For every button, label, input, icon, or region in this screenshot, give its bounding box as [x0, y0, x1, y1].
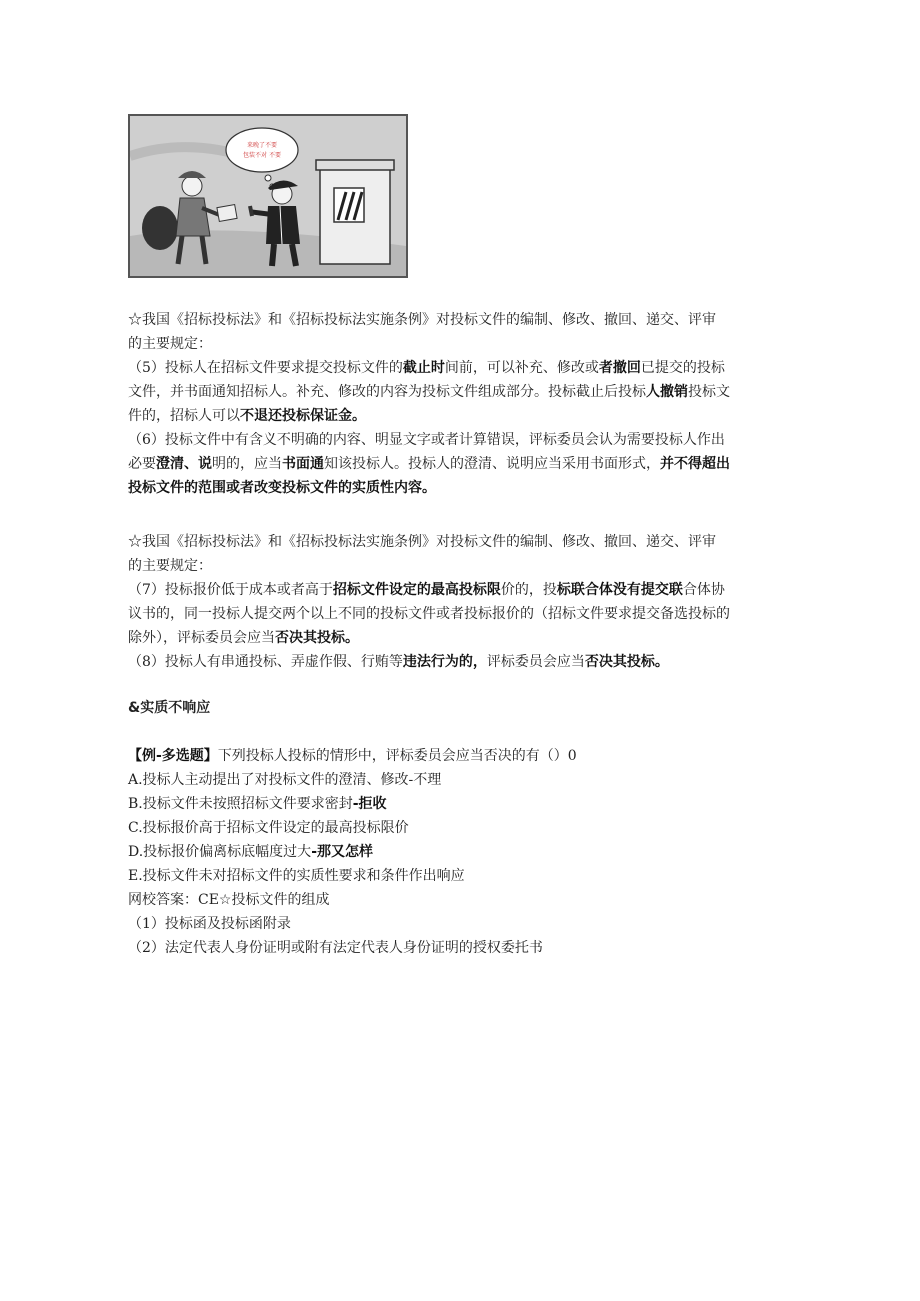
intro-line [128, 530, 788, 554]
rule-text: 必要 [128, 456, 156, 472]
rule-6-line [128, 476, 788, 500]
rule-5-line [128, 356, 788, 380]
option-text: B.投标文件未按照招标文件要求密封 [128, 796, 353, 812]
rule-bold-text: 人撤销 [646, 384, 688, 400]
rule-7-line [128, 602, 788, 626]
option-text: D.投标报价偏离标底幅度过大 [128, 844, 312, 860]
rule-bold-text: 否决其投标。 [275, 630, 359, 646]
section-heading [128, 696, 788, 720]
rule-7-line [128, 626, 788, 650]
rule-text: 议书的，同一投标人提交两个以上不同的投标文件或者投标报价的（招标文件要求提交备选投标的 [128, 606, 730, 622]
example-question [128, 744, 788, 960]
composition-item-2: （2）法定代表人身份证明或附有法定代表人身份证明的授权委托书 [128, 940, 543, 956]
rule-bold-text: 书面通 [282, 456, 324, 472]
intro-text: ☆我国《招标投标法》和《招标投标法实施条例》对投标文件的编制、修改、撤回、递交、评审 [128, 534, 716, 550]
question-text: 下列投标人投标的情形中，评标委员会应当否决的有（）0 [217, 748, 577, 764]
rule-text: 评标委员会应当 [486, 654, 585, 670]
option-b [128, 792, 788, 816]
rule-text: 件的，招标人可以 [128, 408, 240, 424]
rule-bold-text: 不退还投标保证金。 [240, 408, 366, 424]
answer-line: 网校答案：CE☆投标文件的组成 [128, 892, 330, 908]
option-c: C.投标报价高于招标文件设定的最高投标限价 [128, 820, 409, 836]
rule-text: 价的，投 [500, 582, 557, 598]
rule-6-line [128, 428, 788, 452]
question-tag: 【例-多选题】 [128, 748, 218, 764]
option-e: E.投标文件未对招标文件的实质性要求和条件作出响应 [128, 868, 465, 884]
section-rules-5-6 [128, 308, 788, 500]
rule-text: 文件，并书面通知招标人。补充、修改的内容为投标文件组成部分。投标截止后投标 [128, 384, 646, 400]
rule-bold-text: 否决其投标。 [584, 654, 669, 670]
option-d [128, 840, 788, 864]
intro-line [128, 308, 788, 332]
rule-bold-text: 违法行为的， [402, 654, 487, 670]
bubble-text-1: 来晚了不要 [246, 142, 278, 149]
cartoon-drawing [130, 116, 406, 276]
rule-bold-text: 招标文件设定的最高投标限 [332, 582, 501, 598]
rule-bold-text: 者撤回 [598, 360, 641, 376]
intro-line [128, 332, 788, 356]
rule-text: （5）投标人在招标文件要求提交投标文件的 [128, 360, 403, 376]
rule-text: 明的，应当 [212, 456, 282, 472]
cartoon-illustration [128, 114, 408, 278]
rule-text: 投标文 [688, 384, 730, 400]
rule-5-line [128, 404, 788, 428]
rule-text: （8）投标人有串通投标、弄虚作假、行贿等 [128, 654, 403, 670]
rule-bold-text: 投标文件的范围或者改变投标文件的实质性内容。 [128, 480, 436, 496]
rule-7-line [128, 578, 788, 602]
rule-bold-text: 澄清、说 [156, 456, 212, 472]
option-a: A.投标人主动提出了对投标文件的澄清、修改-不理 [128, 772, 442, 788]
question-line [128, 744, 788, 768]
rule-text: （7）投标报价低于成本或者高于 [128, 582, 333, 598]
rule-5-line [128, 380, 788, 404]
rule-text: （6）投标文件中有含义不明确的内容、明显文字或者计算错误，评标委员会认为需要投标人作出 [128, 432, 725, 448]
intro-line [128, 554, 788, 578]
section-heading-text: &实质不响应 [128, 700, 211, 716]
rule-bold-text: 并不得超出 [660, 456, 730, 472]
rule-text: 合体协 [682, 582, 725, 598]
intro-text: 的主要规定： [128, 336, 212, 352]
rule-6-line [128, 452, 788, 476]
option-note: -那又怎样 [311, 844, 373, 860]
bubble-text-2: 包装不对 不要 [243, 152, 281, 159]
rule-bold-text: 标联合体没有提交联 [556, 582, 683, 598]
composition-item-1: （1）投标函及投标函附录 [128, 916, 291, 932]
rule-text: 间前，可以补充、修改或 [444, 360, 599, 376]
rule-bold-text: 截止时 [402, 360, 445, 376]
intro-text: ☆我国《招标投标法》和《招标投标法实施条例》对投标文件的编制、修改、撤回、递交、评审 [128, 312, 716, 328]
rule-8-line [128, 650, 788, 674]
rule-text: 除外），评标委员会应当 [128, 630, 275, 646]
rule-text: 知该投标人。投标人的澄清、说明应当采用书面形式， [324, 456, 660, 472]
rule-text: 已提交的投标 [640, 360, 725, 376]
section-rules-7-8 [128, 530, 788, 674]
intro-text: 的主要规定： [128, 558, 212, 574]
option-note: -拒收 [352, 796, 387, 812]
